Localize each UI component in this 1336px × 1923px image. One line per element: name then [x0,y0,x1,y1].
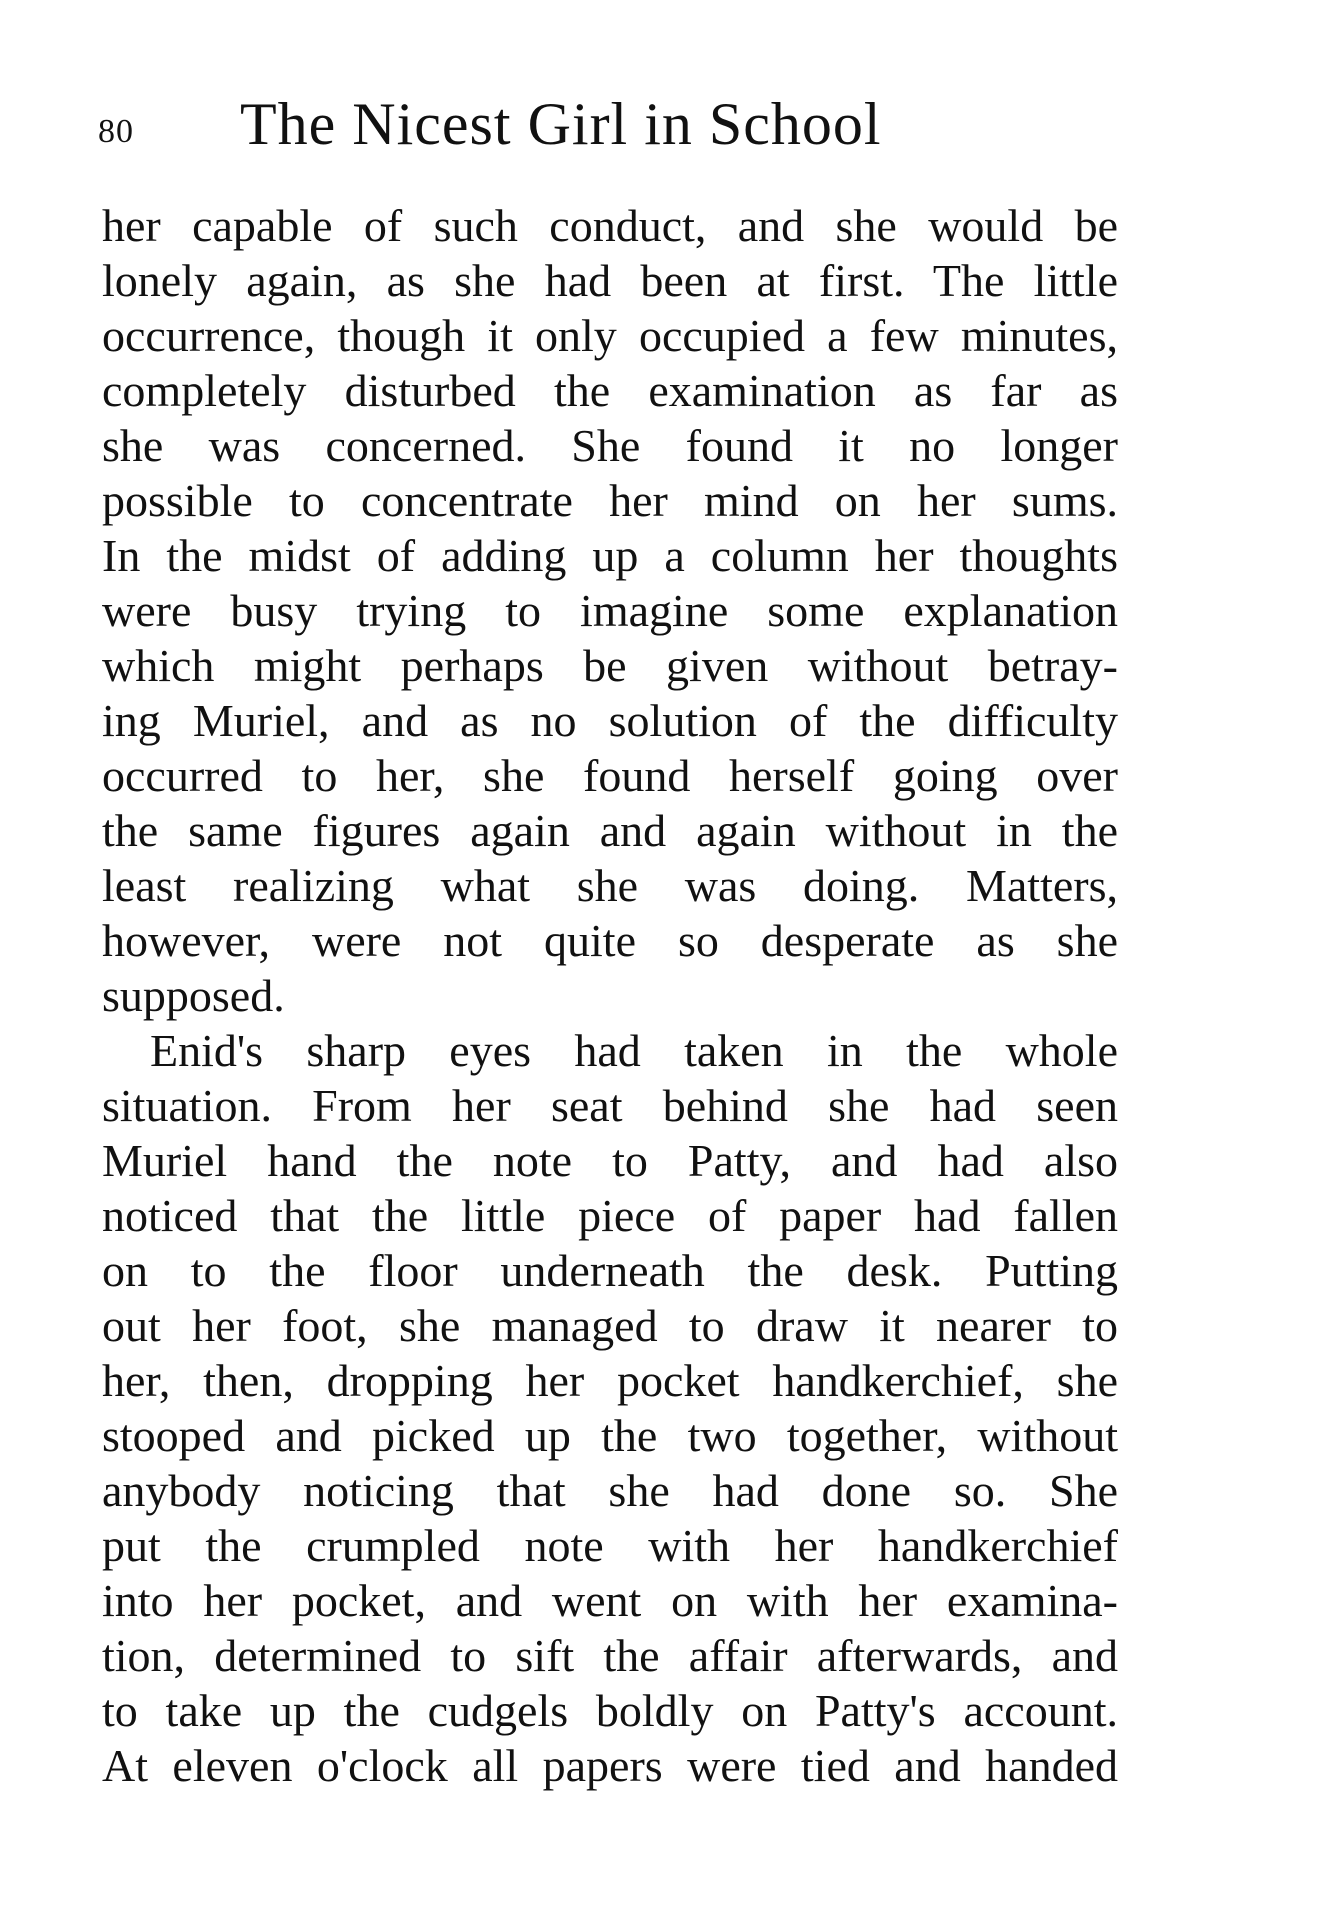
running-title: The Nicest Girl in School [240,91,882,157]
text-line-7: In the midst of adding up a column her thoughts [102,530,1118,581]
text-line-16: Enid's sharp eyes had taken in the whole [150,1025,1118,1076]
text-line-13: least realizing what she was doing. Matters, [102,860,1118,911]
page-number: 80 [98,113,134,150]
text-line-25: put the crumpled note with her handkerchief [102,1520,1118,1571]
text-line-6: possible to concentrate her mind on her sums. [102,475,1118,526]
body-text [102,198,1118,1793]
text-line-17: situation. From her seat behind she had seen [102,1080,1118,1131]
text-line-26: into her pocket, and went on with her examina- [102,1575,1118,1626]
text-line-23: stooped and picked up the two together, without [102,1410,1118,1461]
text-line-9: which might perhaps be given without betray- [102,640,1118,691]
text-line-15: supposed. [102,970,285,1021]
text-line-1: her capable of such conduct, and she would be [102,200,1118,251]
text-line-11: occurred to her, she found herself going over [102,750,1118,801]
text-line-2: lonely again, as she had been at first. The little [102,255,1118,306]
text-line-4: completely disturbed the examination as far as [102,365,1118,416]
text-line-29: At eleven o'clock all papers were tied and handed [102,1740,1118,1791]
text-line-20: on to the floor underneath the desk. Putting [102,1245,1118,1296]
text-line-14: however, were not quite so desperate as she [102,915,1118,966]
text-line-21: out her foot, she managed to draw it nearer to [102,1300,1118,1351]
text-line-8: were busy trying to imagine some explanation [102,585,1118,636]
page-header [98,88,1128,168]
text-line-10: ing Muriel, and as no solution of the difficulty [102,695,1118,746]
text-line-22: her, then, dropping her pocket handkerchief, she [102,1355,1118,1406]
text-line-28: to take up the cudgels boldly on Patty's account. [102,1685,1118,1736]
text-line-27: tion, determined to sift the affair afterwards, and [102,1630,1118,1681]
text-line-3: occurrence, though it only occupied a few minutes, [102,310,1118,361]
text-line-12: the same figures again and again without in the [102,805,1118,856]
text-line-18: Muriel hand the note to Patty, and had also [102,1135,1118,1186]
text-line-24: anybody noticing that she had done so. She [102,1465,1118,1516]
text-line-19: noticed that the little piece of paper had fallen [102,1190,1118,1241]
text-line-5: she was concerned. She found it no longer [102,420,1118,471]
